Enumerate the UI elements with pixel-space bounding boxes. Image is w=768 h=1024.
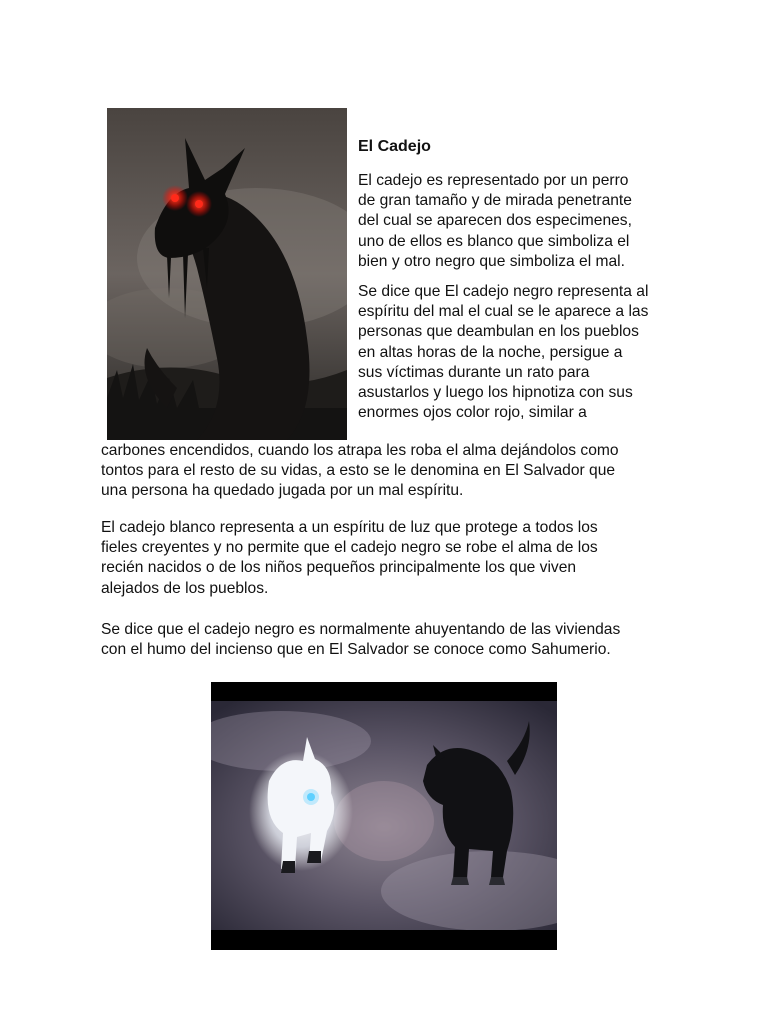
two-cadejos-image: [211, 682, 557, 950]
text-line: El cadejo blanco representa a un espíritu de luz que protege a todos los: [101, 519, 598, 536]
text-line: alejados de los pueblos.: [101, 579, 269, 597]
text-line: del cual se aparecen dos especimenes,: [358, 212, 632, 230]
text-line: una persona ha quedado jugada por un mal espíritu.: [101, 482, 464, 500]
article-title: El Cadejo: [358, 138, 431, 155]
text-line: personas que deambulan en los pueblos: [358, 323, 639, 341]
text-line: Se dice que El cadejo negro representa al: [358, 283, 649, 301]
text-line: Se dice que el cadejo negro es normalmente ahuyentando de las viviendas: [101, 621, 621, 638]
black-cadejo-drawing: [107, 108, 347, 440]
text-line: fieles creyentes y no permite que el cadejo negro se robe el alma de los: [101, 539, 598, 557]
two-cadejos-drawing: [211, 701, 557, 930]
text-line: con el humo del incienso que en El Salvador se conoce como Sahumerio.: [101, 641, 611, 659]
text-line: El cadejo es representado por un perro: [358, 172, 629, 189]
article-column: [358, 137, 698, 433]
paragraph-4: [101, 620, 701, 660]
text-line: carbones encendidos, cuando los atrapa les roba el alma dejándolos como: [101, 442, 619, 459]
text-line: recién nacidos o de los niños pequeños principalmente los que viven: [101, 559, 577, 577]
two-cadejos-scene: [211, 701, 557, 930]
paragraph-3: [101, 518, 701, 599]
paragraph-1: [358, 171, 698, 272]
black-cadejo-image: [107, 108, 347, 440]
paragraph-2: [358, 282, 698, 423]
text-line: asustarlos y luego los hipnotiza con sus: [358, 384, 633, 402]
text-line: tontos para el resto de su vidas, a esto se le denomina en El Salvador que: [101, 462, 616, 480]
text-line: enormes ojos color rojo, similar a: [358, 404, 587, 422]
text-line: en altas horas de la noche, persigue a: [358, 343, 623, 361]
text-line: uno de ellos es blanco que simboliza el: [358, 232, 630, 250]
paragraph-2-continued: [101, 441, 701, 502]
text-line: de gran tamaño y de mirada penetrante: [358, 192, 632, 210]
text-line: bien y otro negro que simboliza el mal.: [358, 252, 625, 270]
text-line: espíritu del mal el cual se le aparece a las: [358, 303, 649, 321]
text-line: sus víctimas durante un rato para: [358, 363, 590, 381]
